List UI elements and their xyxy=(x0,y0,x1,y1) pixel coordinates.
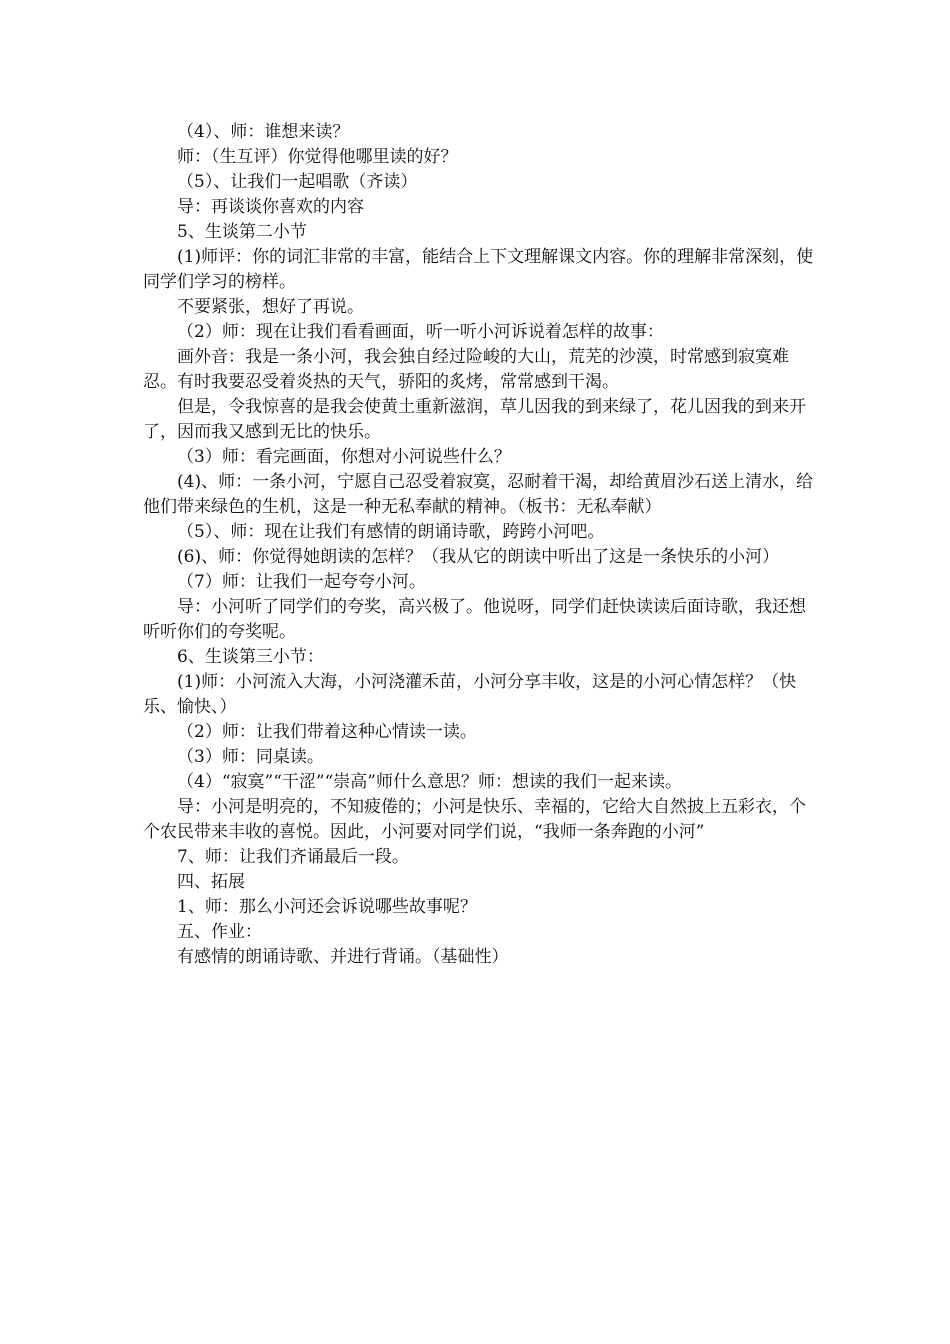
paragraph: 不要紧张，想好了再说。 xyxy=(177,297,364,317)
paragraph: （2）师：让我们带着这种心情读一读。 xyxy=(177,722,477,742)
section-heading: 四、拓展 xyxy=(177,872,245,892)
paragraph: (1)师评：你的词汇非常的丰富，能结合上下文理解课文内容。你的理解非常深刻，使同学们学习的榜样。 xyxy=(143,247,814,292)
paragraph: （5）、让我们一起唱歌（齐读） xyxy=(177,172,418,192)
section-heading: 5、生谈第二小节 xyxy=(177,222,307,242)
paragraph: 导：再谈谈你喜欢的内容 xyxy=(177,197,364,217)
section-heading: 6、生谈第三小节： xyxy=(177,647,324,667)
paragraph: 师：（生互评）你觉得他哪里读的好？ xyxy=(177,147,458,167)
paragraph: （3）师：看完画面，你想对小河说些什么？ xyxy=(177,447,511,467)
paragraph: (4)、师：一条小河，宁愿自己忍受着寂寞，忍耐着干渴，却给黄眉沙石送上清水，给他们带来绿色的生机，这是一种无私奉献的精神。（板书：无私奉献） xyxy=(143,472,814,517)
paragraph: （5）、师：现在让我们有感情的朗诵诗歌，跨跨小河吧。 xyxy=(177,522,605,542)
paragraph: 导：小河听了同学们的夸奖，高兴极了。他说呀，同学们赶快读读后面诗歌，我还想听听你们的夸奖呢。 xyxy=(143,597,806,642)
paragraph: （7）师：让我们一起夸夸小河。 xyxy=(177,572,426,592)
paragraph: (1)师：小河流入大海，小河浇灌禾苗，小河分享丰收，这是的小河心情怎样？（快乐、愉快、） xyxy=(143,672,797,717)
section-heading: 五、作业： xyxy=(177,922,262,942)
paragraph: （4）、师：谁想来读？ xyxy=(177,122,350,142)
paragraph: 画外音：我是一条小河，我会独自经过险峻的大山，荒芜的沙漠，时常感到寂寞难忍。有时我要忍受着炎热的天气，骄阳的炙烤，常常感到干渴。 xyxy=(143,347,789,392)
paragraph: （2）师：现在让我们看看画面，听一听小河诉说着怎样的故事： xyxy=(177,322,664,342)
paragraph: 导：小河是明亮的，不知疲倦的；小河是快乐、幸福的，它给大自然披上五彩衣，个个农民带来丰收的喜悦。因此，小河要对同学们说，“我师一条奔跑的小河” xyxy=(143,797,806,842)
paragraph: 7、师：让我们齐诵最后一段。 xyxy=(177,847,409,867)
paragraph: 1、师：那么小河还会诉说哪些故事呢？ xyxy=(177,897,477,917)
paragraph: （4）“寂寞”“干涩”“崇高”师什么意思？师：想读的我们一起来读。 xyxy=(177,772,682,792)
paragraph: (6)、师：你觉得她朗读的怎样？（我从它的朗读中听出了这是一条快乐的小河） xyxy=(177,547,780,567)
paragraph: 有感情的朗诵诗歌、并进行背诵。（基础性） xyxy=(177,947,509,967)
paragraph: 但是，令我惊喜的是我会使黄土重新滋润，草儿因我的到来绿了，花儿因我的到来开了，因而我又感到无比的快乐。 xyxy=(143,397,806,442)
paragraph: （3）师：同桌读。 xyxy=(177,747,324,767)
document-body xyxy=(143,120,815,970)
